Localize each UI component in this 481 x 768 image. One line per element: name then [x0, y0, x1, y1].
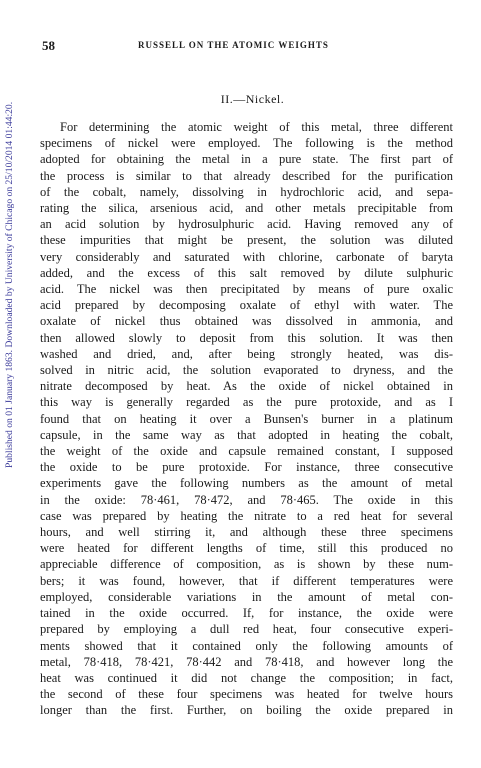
body-line: in the oxide: 78·461, 78·472, and 78·465. The oxide in this — [40, 492, 453, 507]
body-line: then allowed slowly to deposit from this solution. It was then — [40, 330, 453, 345]
body-line: metal, 78·418, 78·421, 78·442 and 78·418, and however long the — [40, 654, 453, 669]
body-line: added, and the excess of this salt removed by dilute sulphuric — [40, 265, 453, 280]
body-line: of the cobalt, namely, dissolving in hydrochloric acid, and sepa- — [40, 184, 453, 199]
body-line: oxalate of nickel thus obtained was dissolved in ammonia, and — [40, 314, 453, 329]
body-line: washed and dried, and, after being strongly heated, was dis- — [40, 346, 453, 361]
body-line: tained in the oxide occurred. If, for instance, the oxide were — [40, 606, 453, 621]
body-line: very considerably and saturated with chlorine, carbonate of baryta — [40, 249, 453, 264]
body-line: the oxide to be pure protoxide. For instance, three consecutive — [40, 460, 453, 475]
download-watermark: Published on 01 January 1863. Downloaded by University of Chicago on 25/10/2014 01:44:20. — [4, 101, 15, 469]
body-line: hours, and well stirring it, and although these three specimens — [40, 525, 453, 540]
body-line: case was prepared by heating the nitrate to a red heat for several — [40, 508, 453, 523]
body-line: experiments gave the following numbers as the amount of metal — [40, 476, 453, 491]
body-line: acid prepared by decomposing oxalate of ethyl with water. The — [40, 298, 453, 313]
page-content — [40, 38, 453, 719]
section-title: II.—Nickel. — [220, 92, 285, 106]
running-title: RUSSELL ON THE ATOMIC WEIGHTS — [138, 40, 329, 50]
body-line: heat was continued it did not change the composition; in fact, — [40, 670, 453, 685]
body-line: longer than the first. Further, on boiling the oxide prepared in — [40, 703, 453, 718]
body-line: For determining the atomic weight of this metal, three different — [60, 120, 453, 134]
body-line: the process is similar to that already described for the purification — [40, 168, 453, 183]
body-line: ments showed that it contained only the following amounts of — [40, 638, 453, 653]
body-line: bers; it was found, however, that if different temperatures were — [40, 573, 453, 588]
running-head — [40, 38, 453, 58]
body-line: were heated for different lengths of time, still this produced no — [40, 541, 453, 556]
body-line: solved in nitric acid, the solution evaporated to dryness, and the — [40, 363, 453, 378]
body-line: capsule, in the same way as that adopted in heating the cobalt, — [40, 427, 453, 442]
body-line: specimens of nickel were employed. The following is the method — [40, 136, 453, 151]
body-paragraph — [40, 119, 453, 719]
body-line: the weight of the oxide and capsule remained constant, I supposed — [40, 444, 453, 459]
body-line: employed, considerable variations in the amount of metal con- — [40, 589, 453, 604]
body-line: found that on heating it over a Bunsen's burner in a platinum — [40, 411, 453, 426]
body-line: the second of these four specimens was heated for twelve hours — [40, 687, 453, 702]
body-line: nitrate decomposed by heat. As the oxide of nickel obtained in — [40, 379, 453, 394]
page-number: 58 — [42, 38, 55, 53]
body-line: rating the silica, arsenious acid, and other metals precipitable from — [40, 201, 453, 216]
body-line: this way is generally regarded as the pure protoxide, and as I — [40, 395, 453, 410]
body-line: an acid solution by hydrosulphuric acid. Having removed any of — [40, 217, 453, 232]
body-line: prepared by employing a dull red heat, four consecutive experi- — [40, 622, 453, 637]
body-line: these impurities that might be present, the solution was diluted — [40, 233, 453, 248]
body-line: adopted for obtaining the metal in a pure state. The first part of — [40, 152, 453, 167]
body-line: appreciable difference of composition, as is shown by these num- — [40, 557, 453, 572]
body-line: acid. The nickel was then precipitated by means of pure oxalic — [40, 282, 453, 297]
